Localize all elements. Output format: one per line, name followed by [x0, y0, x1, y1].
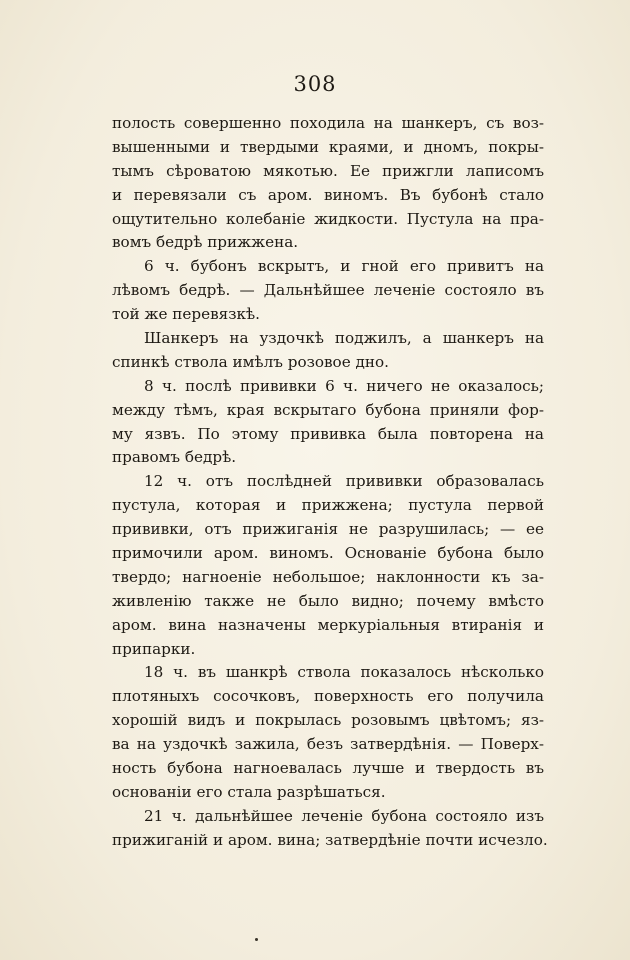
text-line: хорошій видъ и покрылась розовымъ цвѣтомъ; яз-	[112, 711, 544, 730]
text-line: спинкѣ ствола имѣлъ розовое дно.	[112, 352, 389, 371]
text-line: примочили аром. виномъ. Основаніе бубона было	[112, 544, 544, 563]
text-line: вышенными и твердыми краями, и дномъ, покры-	[112, 137, 544, 156]
text-line: твердо; нагноеніе небольшое; наклонности къ за-	[112, 567, 544, 586]
text-line: пустула, которая и прижжена; пустула первой	[112, 496, 544, 515]
text-line: ва на уздочкѣ зажила, безъ затвердѣнія. — Поверх-	[112, 735, 544, 754]
text-line: лѣвомъ бедрѣ. — Дальнѣйшее леченіе состояло въ	[112, 281, 544, 300]
text-line: живленію также не было видно; почему вмѣсто	[112, 591, 544, 610]
text-line: прививки, отъ прижиганія не разрушилась; — ее	[112, 520, 544, 539]
text-line: основаніи его стала разрѣшаться.	[112, 782, 386, 801]
page-number: 308	[293, 72, 337, 96]
text-line: припарки.	[112, 639, 196, 658]
text-line: правомъ бедрѣ.	[112, 448, 237, 467]
text-line: му язвъ. По этому прививка была повторена на	[112, 424, 544, 443]
text-line: ность бубона нагноевалась лучше и твердость въ	[112, 759, 544, 778]
text-line: прижиганій и аром. вина; затвердѣніе почти исчезло.	[112, 830, 548, 849]
text-line: вомъ бедрѣ прижжена.	[112, 233, 299, 252]
ink-speck	[255, 938, 258, 941]
text-line: той же перевязкѣ.	[112, 305, 260, 324]
body-text	[112, 112, 548, 853]
text-line: между тѣмъ, края вскрытаго бубона приняли фор-	[112, 400, 544, 419]
text-line: плотяныхъ сосочковъ, поверхность его получила	[112, 687, 544, 706]
text-line: и перевязали съ аром. виномъ. Въ бубонѣ стало	[112, 185, 544, 204]
text-line: полость совершенно походила на шанкеръ, съ воз-	[112, 114, 544, 132]
text-line: тымъ сѣроватою мякотью. Ее прижгли лаписомъ	[112, 161, 544, 180]
text-line: аром. вина назначены меркуріальныя втиранія и	[112, 615, 544, 634]
text-line: Шанкеръ на уздочкѣ поджилъ, а шанкеръ на	[144, 329, 544, 348]
text-line: ощутительно колебаніе жидкости. Пустула на пра-	[112, 209, 544, 228]
text-line: 8 ч. послѣ прививки 6 ч. ничего не оказалось;	[144, 376, 544, 395]
text-line: 12 ч. отъ послѣдней прививки образовалась	[144, 472, 544, 491]
text-line: 6 ч. бубонъ вскрытъ, и гной его привитъ на	[144, 257, 544, 276]
text-line: 21 ч. дальнѣйшее леченіе бубона состояло изъ	[144, 806, 544, 825]
text-line: 18 ч. въ шанкрѣ ствола показалось нѣсколько	[144, 663, 544, 682]
